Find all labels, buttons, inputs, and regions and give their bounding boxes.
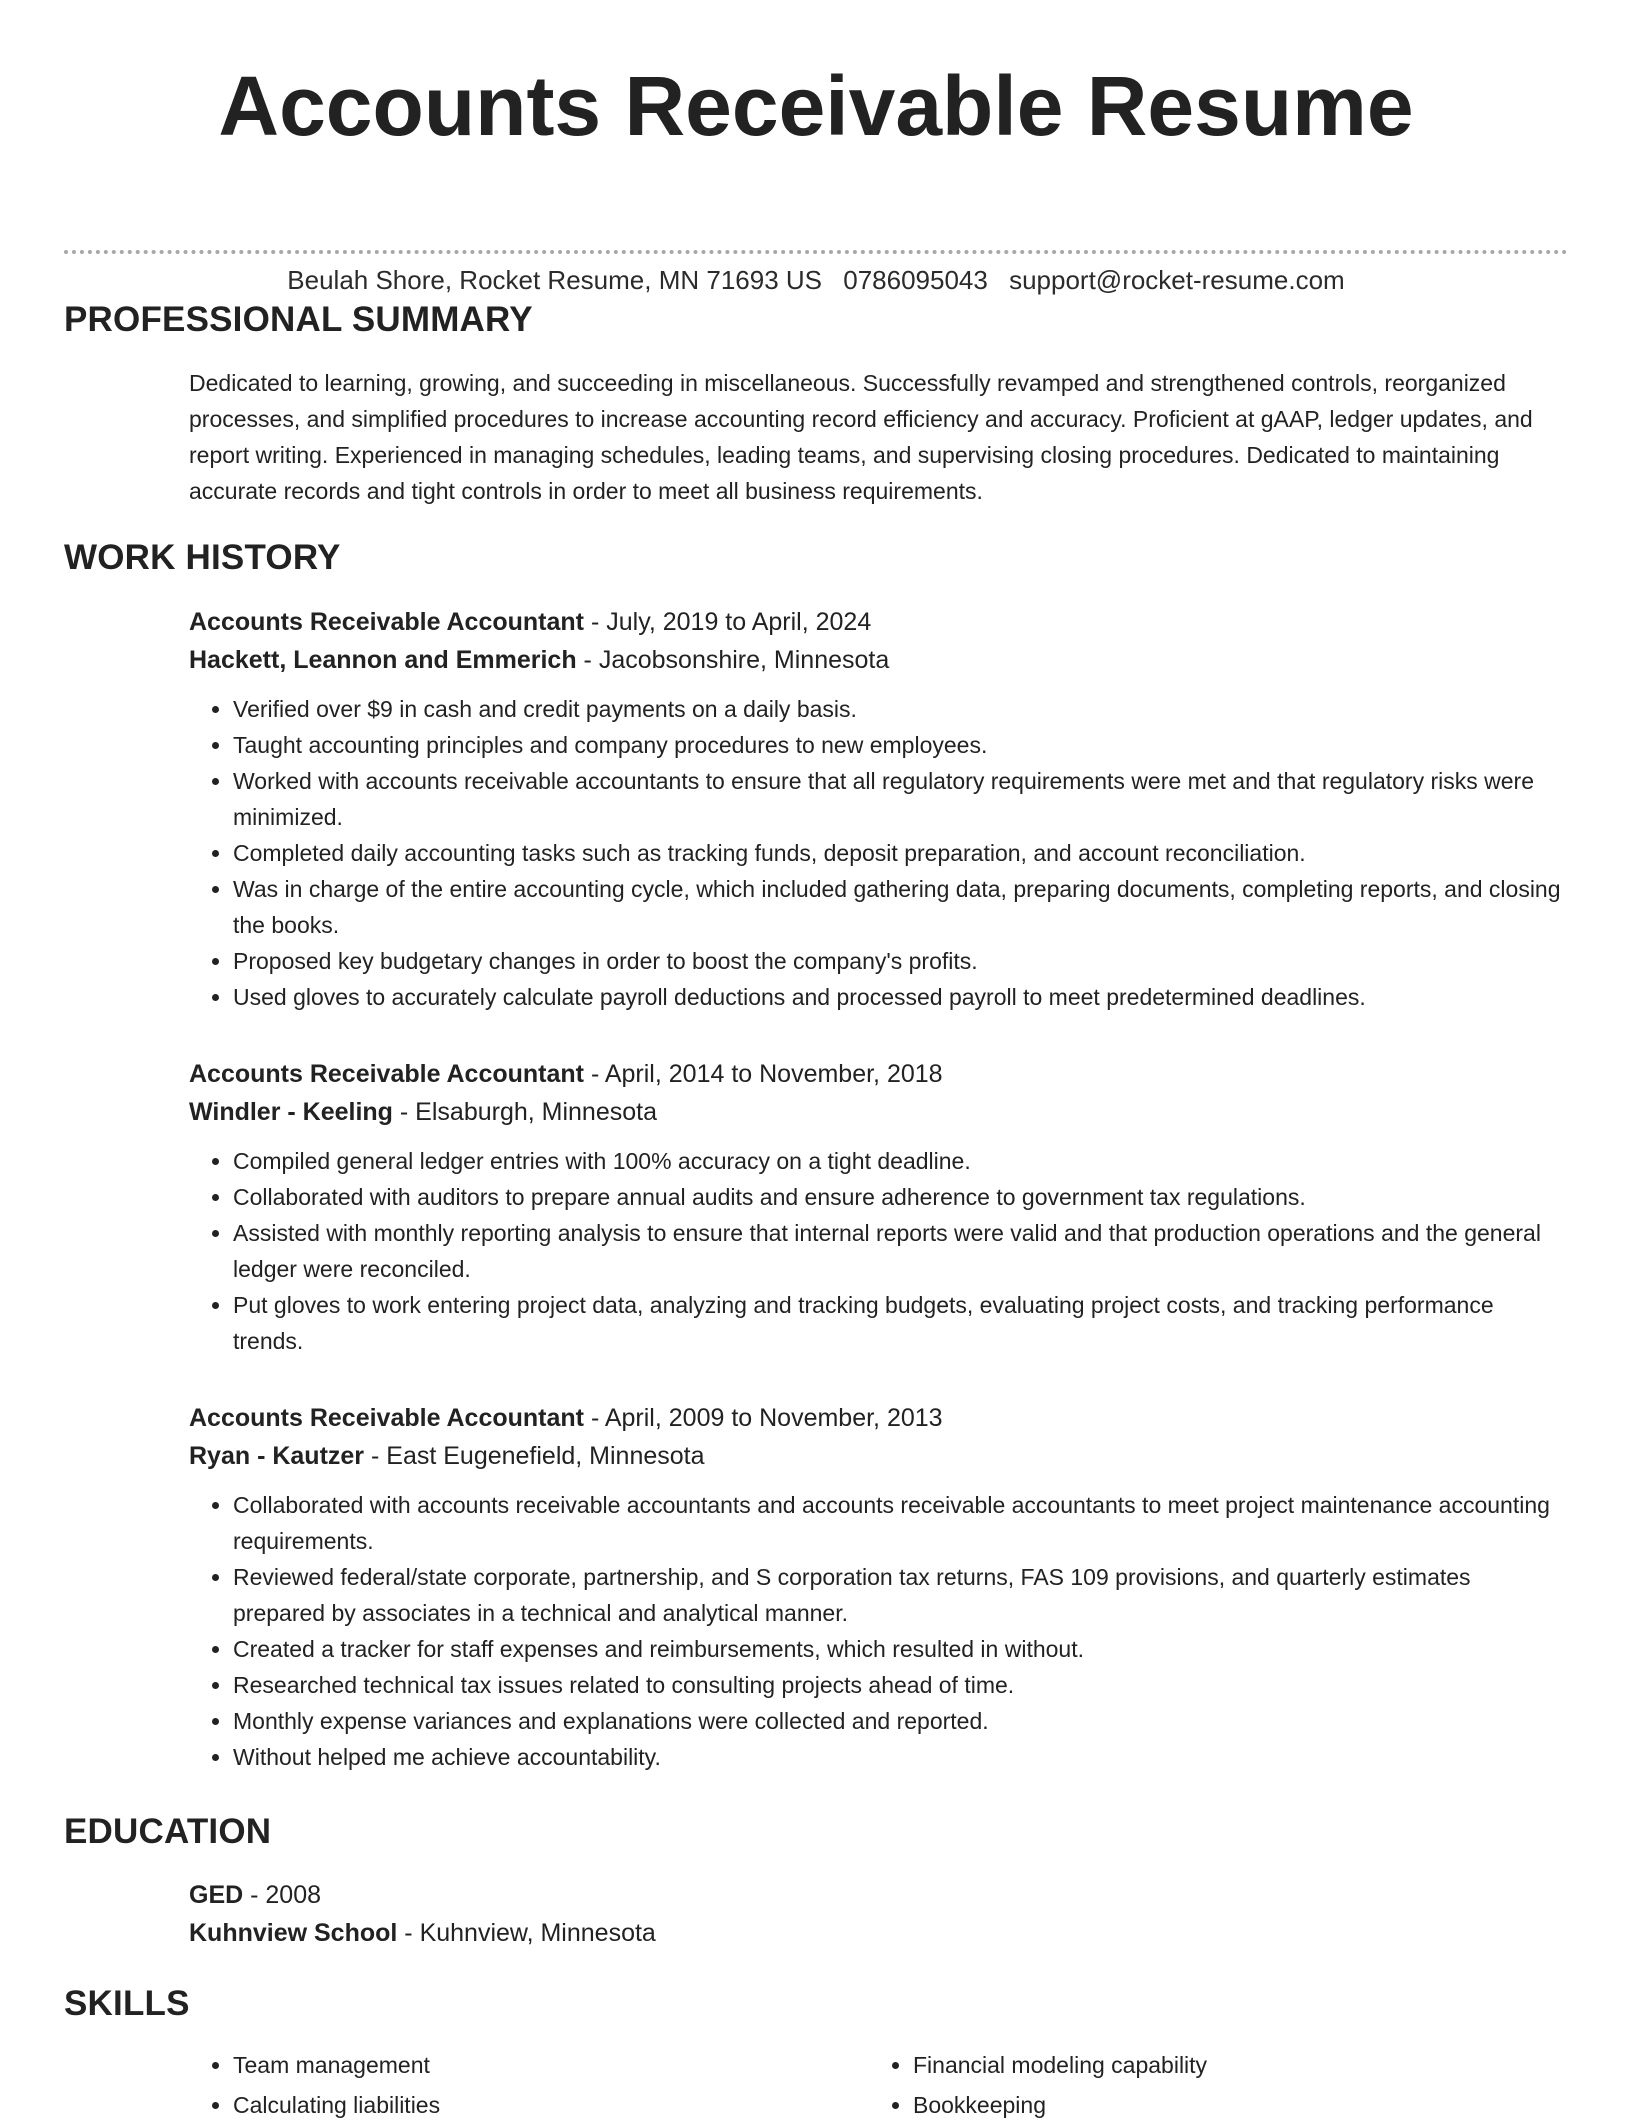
job-title: Accounts Receivable Accountant: [189, 1404, 585, 1432]
job-title: Accounts Receivable Accountant: [189, 608, 585, 636]
job-bullets: [189, 1143, 1568, 1359]
list-item: • Proposed key budgetary changes in order to boost the company's profits.: [233, 943, 1568, 979]
list-item: • Completed daily accounting tasks such as tracking funds, deposit preparation, and account reconciliation.: [233, 835, 1568, 871]
list-item: • Collaborated with auditors to prepare annual audits and ensure adherence to government tax regulations.: [233, 1179, 1568, 1215]
contact-line: [0, 262, 1632, 298]
job-company: Windler - Keeling: [189, 1098, 393, 1126]
school-name: Kuhnview School: [189, 1919, 398, 1947]
resume-title: Accounts Receivable Resume: [218, 59, 1414, 153]
job-location: - East Eugenefield, Minnesota: [364, 1442, 705, 1470]
job-dates: - July, 2019 to April, 2024: [584, 608, 872, 636]
list-item: • Monthly expense variances and explanations were collected and reported.: [233, 1703, 1568, 1739]
list-item: • Reviewed federal/state corporate, partnership, and S corporation tax returns, FAS 109 provisions, and quarterly estimates prepared by associates in a technical and analytical manner.: [233, 1559, 1568, 1631]
job-location: - Elsaburgh, Minnesota: [392, 1098, 657, 1126]
summary-block: [189, 365, 1568, 509]
job-bullets: [189, 691, 1568, 1015]
list-item: • Verified over $9 in cash and credit payments on a daily basis.: [233, 691, 1568, 727]
contact-email: support@rocket-resume.com: [1009, 265, 1345, 295]
job-title: Accounts Receivable Accountant: [189, 1060, 585, 1088]
skill-item: • Financial modeling capability: [913, 2045, 1549, 2085]
degree-line: [189, 1876, 1568, 1914]
job-company-line: [189, 641, 1568, 679]
skills-column-left: [189, 2045, 869, 2125]
school-line: [189, 1914, 1568, 1952]
school-location: - Kuhnview, Minnesota: [397, 1919, 656, 1947]
education-heading: EDUCATION: [64, 1812, 272, 1851]
list-item: • Collaborated with accounts receivable accountants and accounts receivable accountants to meet project maintenance accounting requirements.: [233, 1487, 1568, 1559]
job-location: - Jacobsonshire, Minnesota: [576, 646, 890, 674]
list-item: • Worked with accounts receivable accountants to ensure that all regulatory requirements were met and that regulatory risks were minimized.: [233, 763, 1568, 835]
job-dates: - April, 2014 to November, 2018: [584, 1060, 943, 1088]
job-dates: - April, 2009 to November, 2013: [584, 1404, 943, 1432]
skill-item: • Team management: [233, 2045, 869, 2085]
skills-column-right: [869, 2045, 1549, 2125]
job-bullets: [189, 1487, 1568, 1775]
job-company: Hackett, Leannon and Emmerich: [189, 646, 577, 674]
job-entry: [189, 603, 1568, 1015]
list-item: • Was in charge of the entire accounting cycle, which included gathering data, preparing documents, completing reports, and closing the books.: [233, 871, 1568, 943]
list-item: • Taught accounting principles and company procedures to new employees.: [233, 727, 1568, 763]
job-title-line: [189, 603, 1568, 641]
list-item: • Used gloves to accurately calculate payroll deductions and processed payroll to meet predetermined deadlines.: [233, 979, 1568, 1015]
contact-address: Beulah Shore, Rocket Resume, MN 71693 US: [287, 265, 822, 295]
job-company: Ryan - Kautzer: [189, 1442, 365, 1470]
job-title-line: [189, 1399, 1568, 1437]
job-company-line: [189, 1093, 1568, 1131]
list-item: • Researched technical tax issues related to consulting projects ahead of time.: [233, 1667, 1568, 1703]
skills-heading: SKILLS: [64, 1984, 190, 2023]
summary-text: Dedicated to learning, growing, and succeeding in miscellaneous. Successfully revamped and strengthened controls, reorganized processes, and simplified procedures to increase accounting record efficiency and accuracy. Proficient at gAAP, ledger updates, and report writing. Experienced in managing schedules, leading teams, and supervising closing procedures. Dedicated to maintaining accurate records and tight controls in order to meet all business requirements.: [189, 370, 1533, 504]
job-entry: [189, 1055, 1568, 1359]
education-entry: [189, 1876, 1568, 1952]
list-item: • Assisted with monthly reporting analysis to ensure that internal reports were valid and that production operations and the general ledger were reconciled.: [233, 1215, 1568, 1287]
list-item: • Created a tracker for staff expenses and reimbursements, which resulted in without.: [233, 1631, 1568, 1667]
work-history-heading: WORK HISTORY: [64, 538, 341, 577]
skills-list: [189, 2045, 1568, 2125]
header-divider: [64, 250, 1568, 254]
list-item: • Put gloves to work entering project data, analyzing and tracking budgets, evaluating project costs, and tracking performance trends.: [233, 1287, 1568, 1359]
degree-year: - 2008: [243, 1881, 322, 1909]
summary-heading: PROFESSIONAL SUMMARY: [64, 300, 533, 339]
contact-phone: 0786095043: [843, 265, 988, 295]
job-title-line: [189, 1055, 1568, 1093]
degree: GED: [189, 1881, 244, 1909]
skill-item: • Bookkeeping: [913, 2085, 1549, 2125]
list-item: • Without helped me achieve accountability.: [233, 1739, 1568, 1775]
job-entry: [189, 1399, 1568, 1775]
skill-item: • Calculating liabilities: [233, 2085, 869, 2125]
job-company-line: [189, 1437, 1568, 1475]
list-item: • Compiled general ledger entries with 100% accuracy on a tight deadline.: [233, 1143, 1568, 1179]
skills-columns: [189, 2045, 1568, 2125]
